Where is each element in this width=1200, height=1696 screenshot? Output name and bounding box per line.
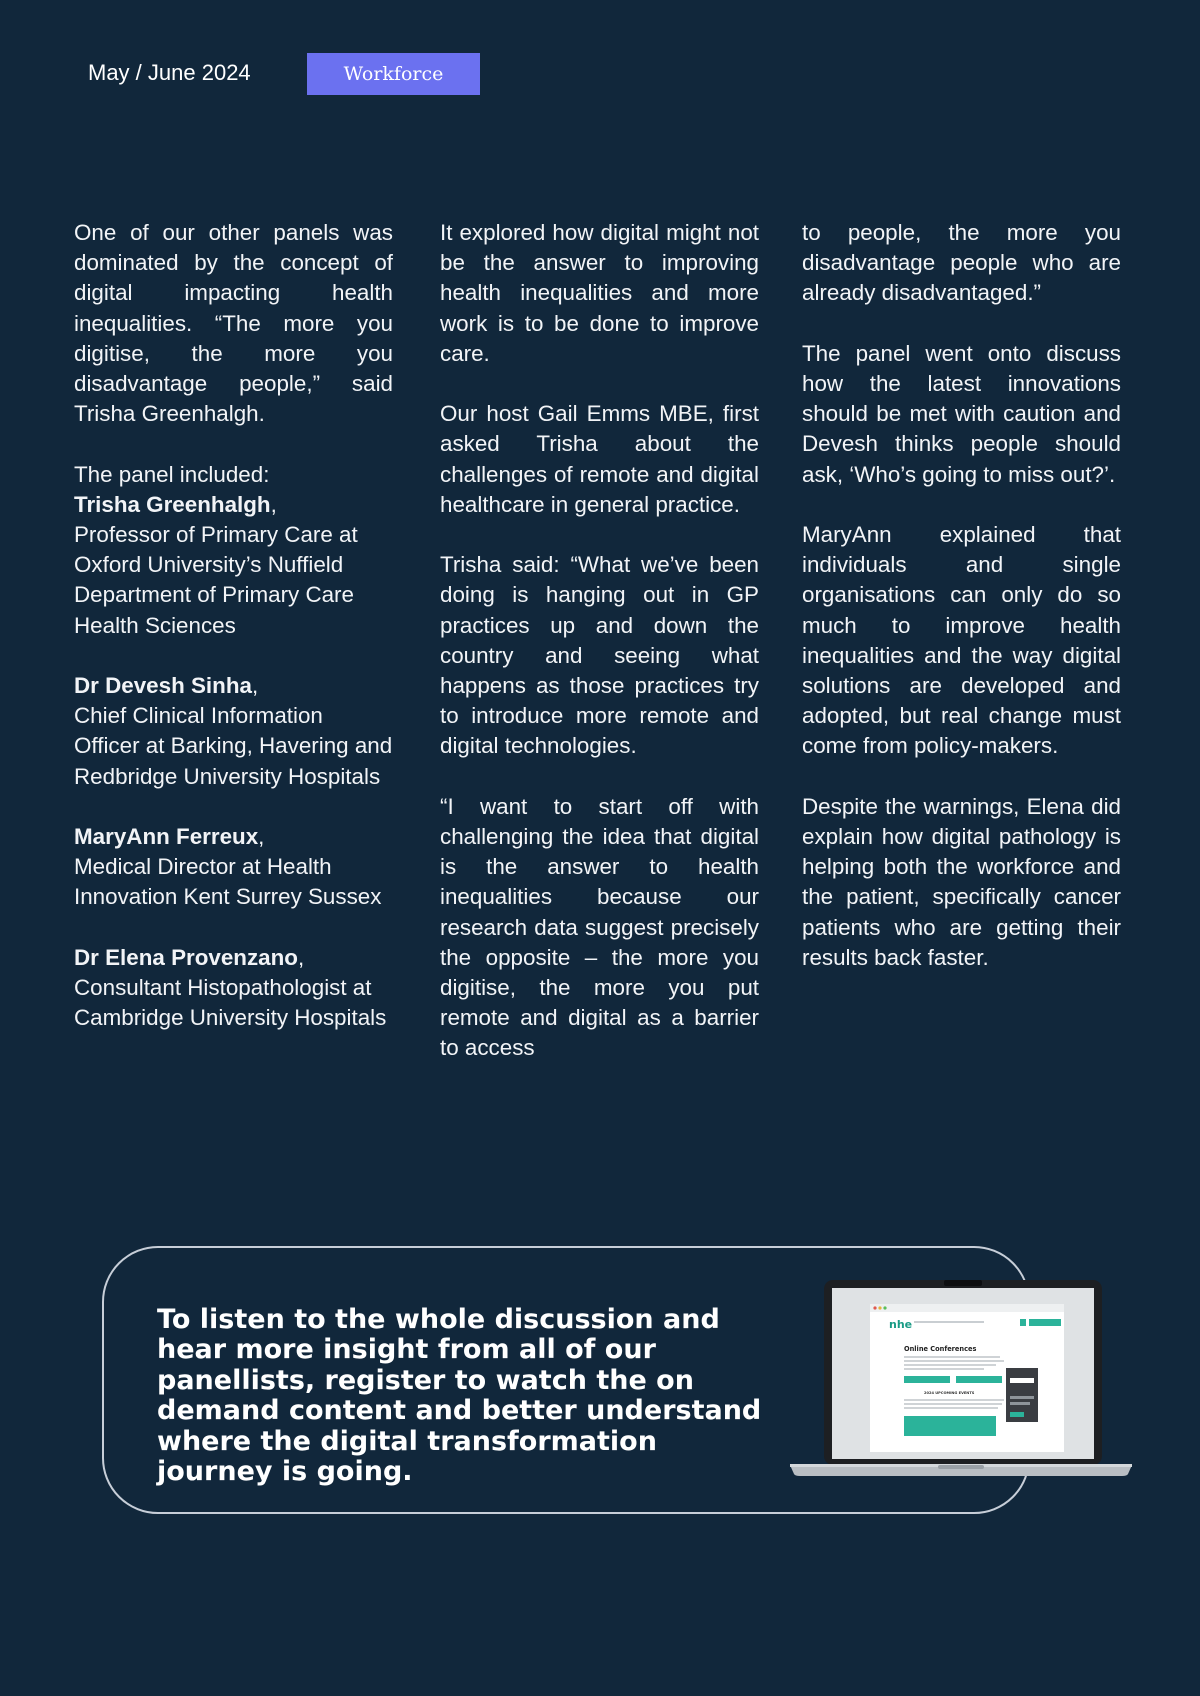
search-icon [1020, 1319, 1026, 1326]
laptop-thumb-notch [938, 1465, 984, 1469]
panel-label: The panel included: [74, 461, 270, 487]
side-input [1010, 1378, 1034, 1383]
screen-heading: Online Conferences [904, 1345, 977, 1353]
maximize-dot-icon [883, 1306, 886, 1309]
text-line [904, 1368, 984, 1370]
article-paragraph: Trisha said: “What we’ve been doing is hanging out in GP practices up and down the country and seeing what happens as those practices try to introduce more remote and digital technologies. [440, 552, 759, 759]
side-line [1010, 1396, 1034, 1399]
screen-subheading: 2024 UPCOMING EVENTS [924, 1391, 975, 1395]
register-button [1029, 1319, 1061, 1326]
browser-toolbar [870, 1304, 1064, 1312]
panelists-list: The panel included: Trisha Greenhalgh, Professor of Primary Care at Oxford University’s Nuffield Department of Primary Care Health Sciences [74, 461, 358, 638]
article-paragraph: It explored how digital might not be the answer to improving health inequalities and more work is to be done to improve care. [440, 220, 759, 366]
article-column-2 [440, 218, 759, 1094]
article-paragraph: to people, the more you disadvantage people who are already disadvantaged.” [802, 220, 1121, 306]
article-paragraph: “I want to start off with challenging the idea that digital is the answer to health inequalities because our research data suggest precisely the opposite – the more you digitise, the more you put remote and digital as a barrier to access [440, 793, 759, 1061]
panelist-role: Chief Clinical Information Officer at Barking, Havering and Redbridge University Hospitals [74, 703, 393, 789]
text-line [904, 1407, 998, 1409]
panelist-role: Consultant Histopathologist at Cambridge University Hospitals [74, 975, 387, 1031]
article-column-1 [74, 218, 393, 1064]
panelist-role: Professor of Primary Care at Oxford University’s Nuffield Department of Primary Care Health Sciences [74, 522, 358, 638]
text-line [904, 1399, 1004, 1401]
close-dot-icon [873, 1306, 876, 1309]
screen-button [904, 1376, 950, 1383]
text-line [904, 1360, 1004, 1362]
article-column-3 [802, 218, 1121, 1003]
issue-date: May / June 2024 [88, 60, 251, 85]
article-paragraph: Despite the warnings, Elena did explain how digital pathology is helping both the workforce and the patient, specifically cancer patients who are getting their results back faster. [802, 793, 1121, 970]
side-line [1010, 1402, 1030, 1405]
article-paragraph: The panel went onto discuss how the latest innovations should be met with caution and Devesh thinks people should ask, ‘Who’s going to miss out?’. [802, 340, 1121, 487]
text-line [904, 1356, 1000, 1358]
article-paragraph: Our host Gail Emms MBE, first asked Trisha about the challenges of remote and digital healthcare in general practice. [440, 401, 759, 517]
panelist-name: Dr Devesh Sinha [74, 673, 252, 699]
minimize-dot-icon [878, 1306, 881, 1309]
panelist-name: Trisha Greenhalgh [74, 491, 271, 517]
laptop-notch [944, 1280, 982, 1286]
event-banner [904, 1416, 996, 1436]
panelist-entry: Dr Elena Provenzano, Consultant Histopathologist at Cambridge University Hospitals [74, 944, 387, 1031]
site-logo: nhe [889, 1318, 913, 1331]
laptop-illustration [786, 1276, 1136, 1486]
intro-paragraph: One of our other panels was dominated by the concept of digital impacting health inequalities. “The more you digitise, the more you disadvantage people,” said Trisha Greenhalgh. [74, 220, 393, 427]
side-button [1010, 1412, 1024, 1417]
panelist-name: Dr Elena Provenzano [74, 944, 298, 970]
section-tag: Workforce [307, 53, 480, 95]
panelist-name: MaryAnn Ferreux [74, 824, 259, 850]
panelist-entry: MaryAnn Ferreux, Medical Director at Health Innovation Kent Surrey Sussex [74, 824, 382, 910]
text-line [904, 1403, 1002, 1405]
text-line [904, 1364, 996, 1366]
panelist-entry: Dr Devesh Sinha, Chief Clinical Information Officer at Barking, Havering and Redbridge University Hospitals [74, 673, 393, 789]
cta-text: To listen to the whole discussion and hear more insight from all of our panellists, register to watch the on demand content and better understand where the digital transformation journey is going. [157, 1304, 762, 1488]
screen-button [956, 1376, 1002, 1383]
site-nav [914, 1321, 984, 1323]
panelist-role: Medical Director at Health Innovation Kent Surrey Sussex [74, 854, 382, 910]
article-paragraph: MaryAnn explained that individuals and single organisations can only do so much to improve health inequalities and the way digital solutions are developed and adopted, but real change must come from policy-makers. [802, 522, 1121, 759]
